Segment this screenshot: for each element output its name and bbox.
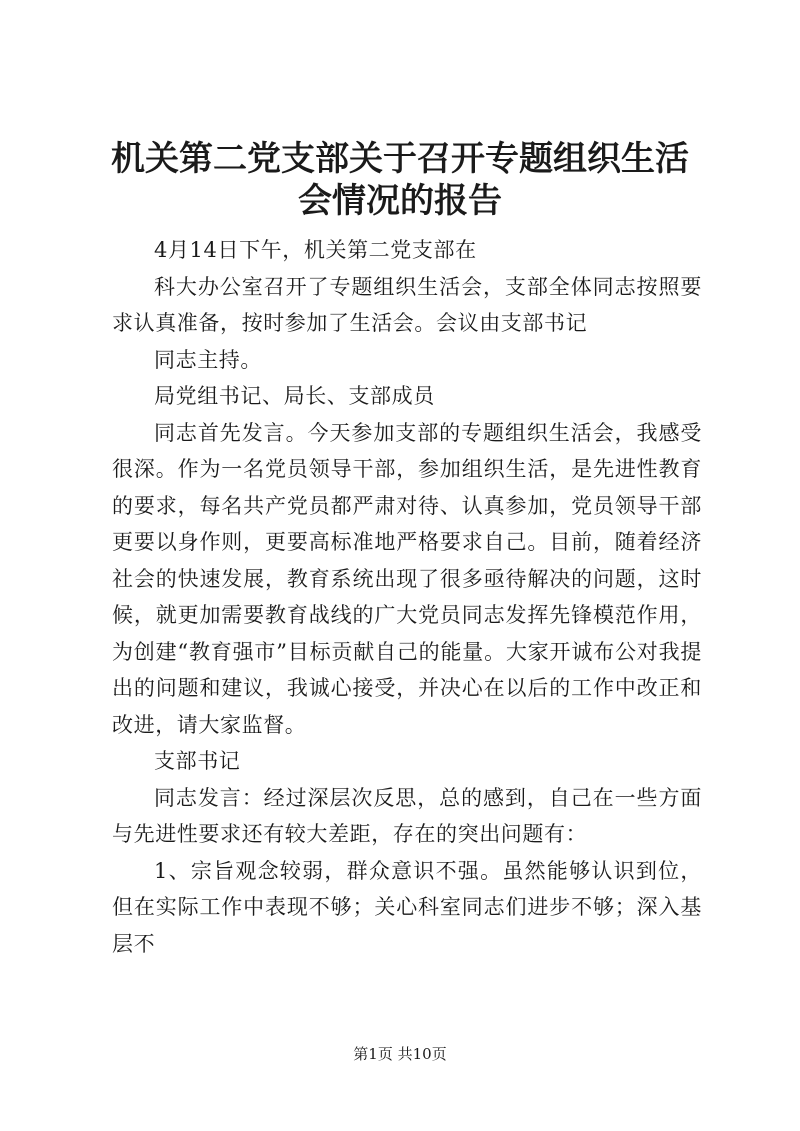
paragraph-5: 同志首先发言。今天参加支部的专题组织生活会，我感受很深。作为一名党员领导干部，参加组织生活，是先进性教育的要求，每名共产党员都严肃对待、认真参加，党员领导干部更要以身作则，更要高标准地严格要求自己。目前，随着经济社会的快速发展，教育系统出现了很多亟待解决的问题，这时候，就更加需要教育战线的广大党员同志发挥先锋模范作用，为创建“教育强市”目标贡献自己的能量。大家开诚布公对我提出的问题和建议，我诚心接受，并决心在以后的工作中改正和改进，请大家监督。 [112, 420, 702, 737]
paragraph-6: 支部书记 [154, 749, 241, 773]
document-title: 机关第二党支部关于召开专题组织生活会情况的报告 [111, 139, 689, 221]
paragraph-3: 同志主持。 [154, 347, 262, 372]
paragraph-1: 4月14日下午，机关第二党支部在 [154, 238, 477, 262]
document-body [112, 232, 702, 962]
paragraph-2: 科大办公室召开了专题组织生活会，支部全体同志按照要求认真准备，按时参加了生活会。会议由支部书记 [112, 274, 702, 335]
paragraph-7: 同志发言：经过深层次反思，总的感到，自己在一些方面与先进性要求还有较大差距，存在的突出问题有： [112, 785, 702, 846]
paragraph-4: 局党组书记、局长、支部成员 [154, 384, 435, 408]
page-footer: 第1页 共10页 [353, 1045, 447, 1063]
paragraph-8: 1、宗旨观念较弱，群众意识不强。虽然能够认识到位，但在实际工作中表现不够；关心科室同志们进步不够；深入基层不 [112, 858, 702, 956]
